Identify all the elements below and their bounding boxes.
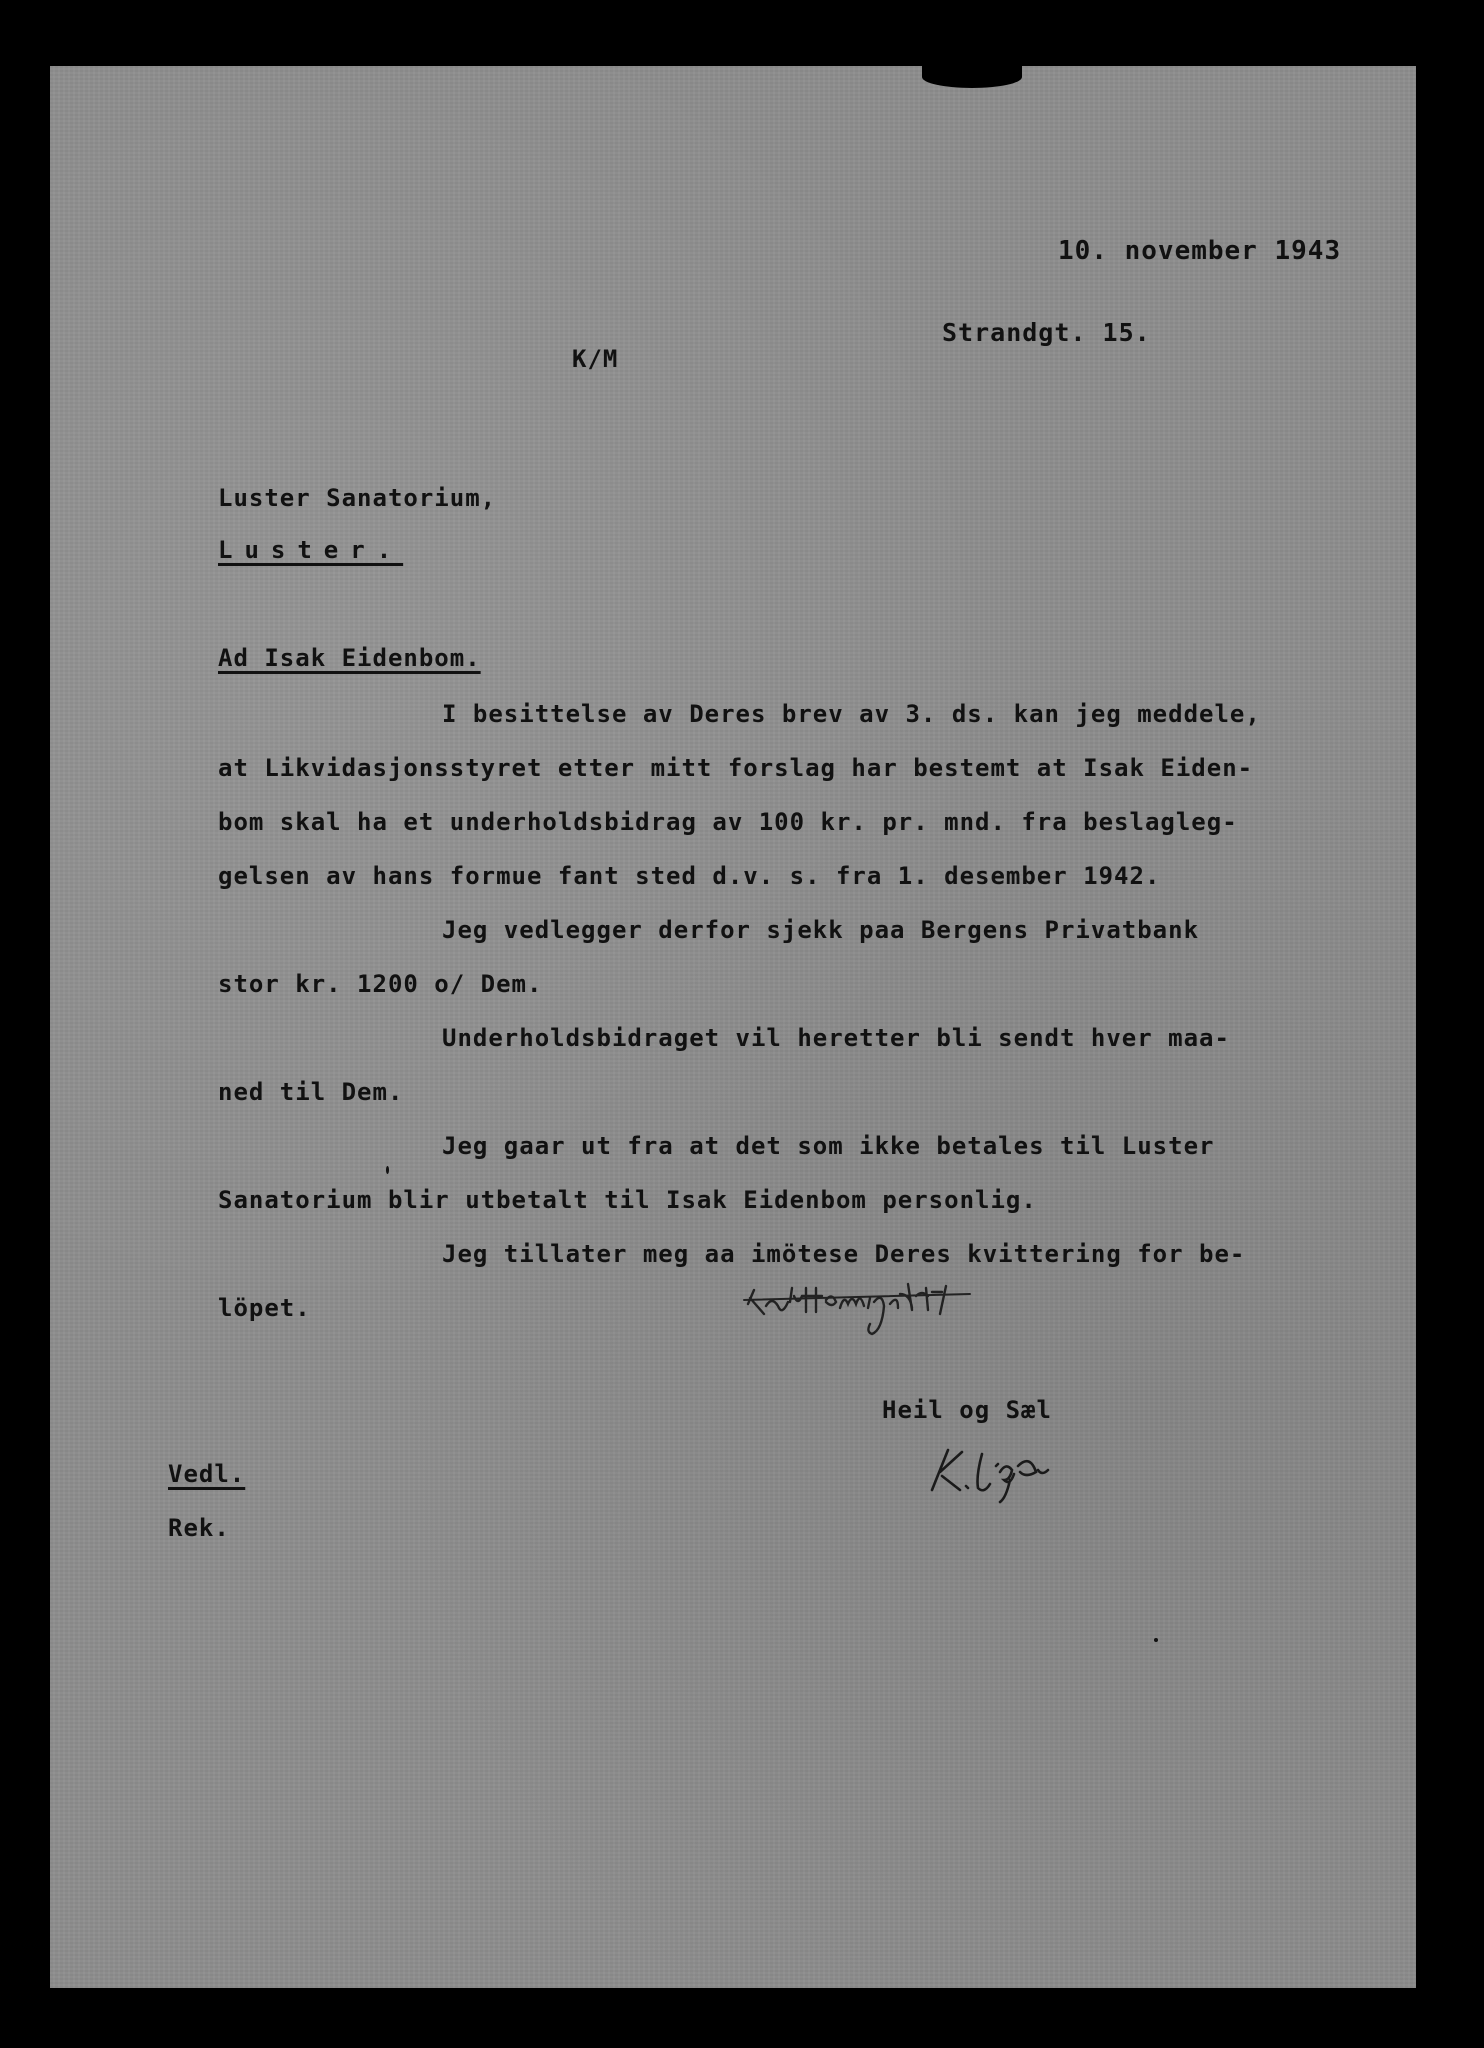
ink-speck (1154, 1638, 1158, 1642)
body-line: stor kr. 1200 o/ Dem. (218, 970, 543, 998)
body-line: Jeg vedlegger derfor sjekk paa Bergens Privatbank (442, 916, 1200, 944)
recipient-place: Luster. (218, 536, 404, 564)
letter-date: 10. november 1943 (1058, 236, 1342, 266)
handwritten-note (740, 1274, 1000, 1344)
letter-subject: Ad Isak Eidenbom. (218, 644, 481, 672)
body-line: Jeg tillater meg aa imötese Deres kvittering for be- (442, 1240, 1246, 1268)
reference-code: K/M (572, 345, 619, 373)
sender-address: Strandgt. 15. (942, 318, 1151, 347)
paper-tear (922, 66, 1022, 88)
letter-page (50, 66, 1416, 1988)
registered-note: Rek. (168, 1514, 230, 1542)
body-line: löpet. (218, 1294, 311, 1322)
body-line: bom skal ha et underholdsbidrag av 100 kr. pr. mnd. fra beslagleg- (218, 808, 1238, 836)
body-line: Underholdsbidraget vil heretter bli sendt hver maa- (442, 1024, 1230, 1052)
body-line: ned til Dem. (218, 1078, 404, 1106)
body-line: Jeg gaar ut fra at det som ikke betales til Luster (442, 1132, 1215, 1160)
enclosure-note: Vedl. (168, 1460, 246, 1488)
body-line: gelsen av hans formue fant sted d.v. s. fra 1. desember 1942. (218, 862, 1161, 890)
recipient-name: Luster Sanatorium, (218, 484, 497, 512)
body-line: at Likvidasjonsstyret etter mitt forslag har bestemt at Isak Eiden- (218, 754, 1254, 782)
body-line: Sanatorium blir utbetalt til Isak Eidenbom personlig. (218, 1186, 1037, 1214)
letter-closing: Heil og Sæl (882, 1396, 1052, 1424)
signature (918, 1436, 1068, 1516)
body-line: I besittelse av Deres brev av 3. ds. kan jeg meddele, (442, 700, 1261, 728)
ink-speck (386, 1166, 389, 1174)
